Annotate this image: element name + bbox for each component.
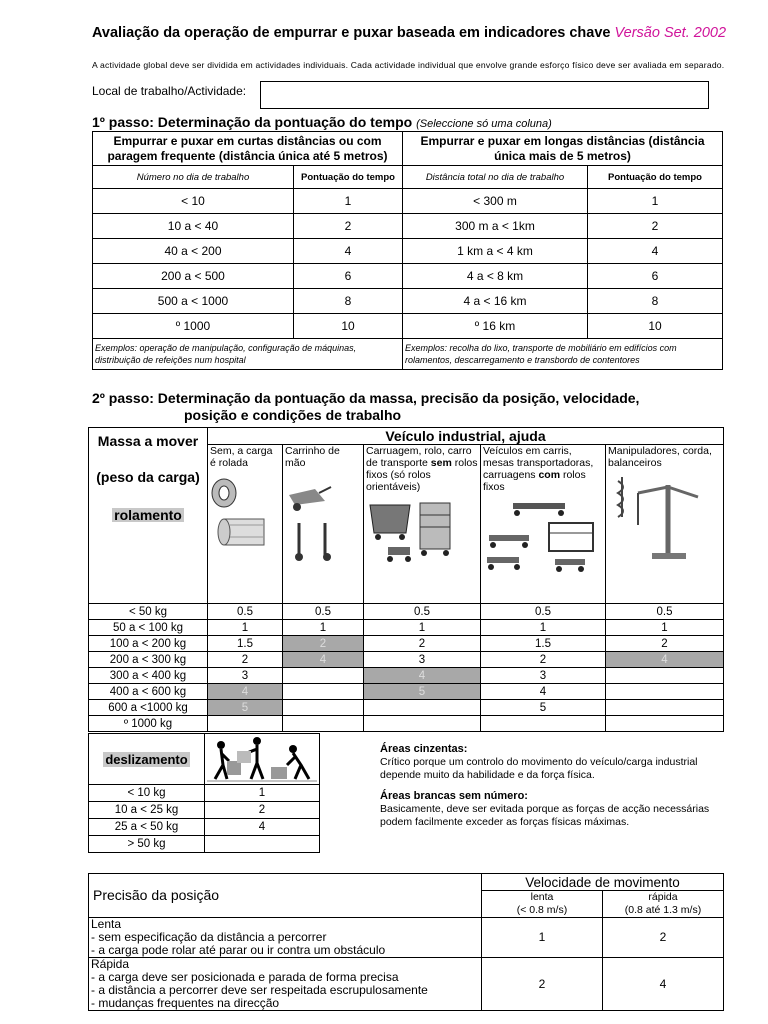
- mass-score-cell: 2: [208, 652, 283, 668]
- subheader-score-left: Pontuação do tempo: [294, 166, 403, 189]
- mass-score-cell: 0.5: [364, 604, 481, 620]
- time-score-cell: 200 a < 500: [93, 264, 294, 289]
- mass-range-label: 300 a < 400 kg: [89, 668, 208, 684]
- precision-row: [89, 958, 724, 1011]
- precision-line: - a carga pode rolar até parar ou ir contra um obstáculo: [91, 943, 386, 957]
- mass-score-cell: [283, 700, 364, 716]
- mass-row: [89, 652, 724, 668]
- mass-score-cell: 0.5: [283, 604, 364, 620]
- time-score-cell: 300 m a < 1km: [403, 214, 588, 239]
- white-areas-text: Basicamente, deve ser evitada porque as forças de acção necessárias podem facilmente exceder as forças físicas máximas.: [380, 803, 710, 828]
- precision-fast-score: 2: [603, 918, 724, 958]
- step1-subtitle: (Seleccione só uma coluna): [416, 118, 552, 130]
- time-score-cell: 500 a < 1000: [93, 289, 294, 314]
- precision-line: Lenta: [91, 917, 122, 931]
- mass-score-cell: 3: [364, 652, 481, 668]
- mass-score-cell: [606, 684, 724, 700]
- vehicle-header: Veículo industrial, ajuda: [208, 428, 724, 445]
- time-score-cell: 4 a < 8 km: [403, 264, 588, 289]
- sliding-row: [89, 802, 320, 819]
- time-score-row: [93, 239, 723, 264]
- mass-header: Massa a mover: [97, 433, 199, 449]
- mass-score-cell: 2: [606, 636, 724, 652]
- sliding-mass-label: > 50 kg: [89, 836, 205, 853]
- mass-row: [89, 716, 724, 732]
- gray-areas-text: Crítico porque um controlo do movimento do veículo/carga industrial depende muito da habilidade e da força física.: [380, 756, 698, 781]
- sliding-score-cell: 1: [205, 785, 320, 802]
- gray-areas-title: Áreas cinzentas:: [380, 743, 468, 755]
- mass-range-label: 400 a < 600 kg: [89, 684, 208, 700]
- mass-score-cell: [481, 716, 606, 732]
- examples-left: Exemplos: operação de manipulação, configuração de máquinas, distribuição de refeições num hospital: [93, 339, 403, 370]
- mass-range-label: 100 a < 200 kg: [89, 636, 208, 652]
- mass-score-cell: 1.5: [481, 636, 606, 652]
- speed-fast-header: rápida (0.8 até 1.3 m/s): [603, 891, 724, 918]
- notes: [380, 743, 710, 829]
- location-input[interactable]: [260, 81, 709, 109]
- mass-score-cell: 5: [481, 700, 606, 716]
- time-score-cell: 4 a < 16 km: [403, 289, 588, 314]
- mass-header-cell: [89, 428, 208, 604]
- time-score-cell: < 10: [93, 189, 294, 214]
- precision-header: Precisão da posição: [89, 874, 482, 918]
- mass-score-cell: 1.5: [208, 636, 283, 652]
- mass-score-cell: 3: [481, 668, 606, 684]
- mass-score-cell: 1: [481, 620, 606, 636]
- vehicle-label-rail: Veículos em carris, mesas transportadoras, carruagens com rolos fixos: [483, 445, 594, 493]
- time-score-cell: 6: [294, 264, 403, 289]
- sliding-mass-label: 25 a < 50 kg: [89, 819, 205, 836]
- precision-row: [89, 918, 724, 958]
- step2-title-line2: posição e condições de trabalho: [184, 407, 402, 423]
- time-score-table: [92, 131, 723, 370]
- subheader-count: Número no dia de trabalho: [93, 166, 294, 189]
- time-score-cell: 8: [294, 289, 403, 314]
- mass-row: [89, 620, 724, 636]
- mass-score-cell: [283, 684, 364, 700]
- mass-range-label: 200 a < 300 kg: [89, 652, 208, 668]
- sliding-row: [89, 785, 320, 802]
- time-score-cell: 2: [294, 214, 403, 239]
- precision-line: - a distância a percorrer deve ser respeitada escrupulosamente: [91, 983, 428, 997]
- mass-score-cell: 1: [208, 620, 283, 636]
- mass-score-cell: 5: [364, 684, 481, 700]
- time-score-row: [93, 314, 723, 339]
- title-text: Avaliação da operação de empurrar e puxar baseada em indicadores chave: [92, 25, 611, 41]
- mass-score-cell: 3: [208, 668, 283, 684]
- precision-rows: [89, 918, 724, 1011]
- mass-row: [89, 604, 724, 620]
- time-score-cell: º 16 km: [403, 314, 588, 339]
- mass-range-label: 50 a < 100 kg: [89, 620, 208, 636]
- mass-score-cell: 4: [364, 668, 481, 684]
- time-score-cell: 1: [294, 189, 403, 214]
- mass-score-cell: 4: [283, 652, 364, 668]
- time-score-cell: < 300 m: [403, 189, 588, 214]
- rolling-label: rolamento: [114, 507, 182, 523]
- precision-table: [88, 873, 724, 1011]
- trolley-icon: [366, 497, 478, 567]
- location-label: Local de trabalho/Actividade:: [92, 84, 247, 98]
- mass-score-cell: [606, 668, 724, 684]
- short-distance-header: Empurrar e puxar em curtas distâncias ou com paragem frequente (distância única até 5 metros): [93, 132, 403, 166]
- sliding-figure-cell: [205, 734, 320, 785]
- mass-row: [89, 700, 724, 716]
- time-score-cell: 6: [588, 264, 723, 289]
- precision-line: - mudanças frequentes na direcção: [91, 996, 280, 1010]
- sliding-row: [89, 836, 320, 853]
- step2-title: [92, 390, 639, 424]
- vehicle-col-manipulator: [606, 445, 724, 604]
- vehicle-label-manipulator: Manipuladores, corda, balanceiros: [608, 445, 712, 469]
- mass-row: [89, 668, 724, 684]
- sliding-row: [89, 819, 320, 836]
- mass-score-cell: 0.5: [606, 604, 724, 620]
- mass-score-cell: 2: [283, 636, 364, 652]
- mass-score-cell: [283, 716, 364, 732]
- mass-score-cell: [606, 716, 724, 732]
- examples-right: Exemplos: recolha do lixo, transporte de mobiliário em edifícios com rolamentos, descarregamento e transbordo de contentores: [403, 339, 723, 370]
- time-score-row: [93, 264, 723, 289]
- time-score-cell: 4: [588, 239, 723, 264]
- mass-score-cell: 0.5: [208, 604, 283, 620]
- time-score-cell: º 1000: [93, 314, 294, 339]
- mass-score-cell: 1: [364, 620, 481, 636]
- time-score-rows: [93, 189, 723, 339]
- sliding-label: deslizamento: [105, 751, 188, 767]
- mass-score-cell: 4: [481, 684, 606, 700]
- mass-score-table: [88, 427, 724, 732]
- version-text: Versão Set. 2002: [614, 25, 727, 41]
- mass-subheader: (peso da carga): [96, 469, 200, 485]
- mass-score-cell: 4: [208, 684, 283, 700]
- step1-title-text: 1º passo: Determinação da pontuação do tempo: [92, 114, 413, 130]
- time-score-row: [93, 214, 723, 239]
- hand-truck-icon: [285, 483, 361, 563]
- mass-score-cell: 1: [606, 620, 724, 636]
- step2-title-line1: 2º passo: Determinação da pontuação da massa, precisão da posição, velocidade,: [92, 390, 640, 406]
- time-score-cell: 8: [588, 289, 723, 314]
- time-score-cell: 40 a < 200: [93, 239, 294, 264]
- precision-description: [89, 918, 482, 958]
- vehicle-label-handcart: Carrinho de mão: [285, 445, 340, 469]
- precision-line: Rápida: [91, 957, 130, 971]
- precision-slow-score: 1: [482, 918, 603, 958]
- sliding-mass-label: < 10 kg: [89, 785, 205, 802]
- time-score-row: [93, 189, 723, 214]
- mass-score-cell: 5: [208, 700, 283, 716]
- white-areas-title: Áreas brancas sem número:: [380, 790, 528, 802]
- mass-score-cell: 4: [606, 652, 724, 668]
- page-title: [92, 24, 732, 42]
- vehicle-col-handcart: [283, 445, 364, 604]
- mass-rows: [89, 604, 724, 732]
- mass-score-cell: [283, 668, 364, 684]
- manipulator-icon: [608, 473, 721, 563]
- step1-title: [92, 114, 552, 130]
- sliding-table: [88, 733, 320, 853]
- vehicle-label-trolley: Carruagem, rolo, carro de transporte sem rolos fixos (só rolos orientáveis): [366, 445, 478, 493]
- time-score-cell: 10: [588, 314, 723, 339]
- time-score-cell: 1: [588, 189, 723, 214]
- mass-score-cell: [364, 716, 481, 732]
- time-score-cell: 4: [294, 239, 403, 264]
- mass-score-cell: 2: [364, 636, 481, 652]
- mass-score-cell: 2: [481, 652, 606, 668]
- precision-slow-score: 2: [482, 958, 603, 1011]
- sliding-rows: [89, 785, 320, 853]
- mass-row: [89, 684, 724, 700]
- sliding-score-cell: 4: [205, 819, 320, 836]
- sliding-score-cell: [205, 836, 320, 853]
- precision-line: - a carga deve ser posicionada e parada de forma precisa: [91, 970, 399, 984]
- subheader-score-right: Pontuação do tempo: [588, 166, 723, 189]
- mass-range-label: º 1000 kg: [89, 716, 208, 732]
- sliding-score-cell: 2: [205, 802, 320, 819]
- mass-score-cell: [364, 700, 481, 716]
- mass-score-cell: 0.5: [481, 604, 606, 620]
- time-score-cell: 2: [588, 214, 723, 239]
- sliding-workers-icon: [207, 735, 317, 783]
- vehicle-label-none: Sem, a carga é rolada: [210, 445, 273, 469]
- precision-line: - sem especificação da distância a percorrer: [91, 930, 327, 944]
- mass-range-label: < 50 kg: [89, 604, 208, 620]
- sliding-label-cell: [89, 734, 205, 785]
- intro-text: A actividade global deve ser dividida em actividades individuais. Cada actividade individual que envolve grande esforço físico deve ser avaliada em separado.: [92, 60, 725, 70]
- mass-score-cell: [208, 716, 283, 732]
- mass-range-label: 600 a <1000 kg: [89, 700, 208, 716]
- precision-description: [89, 958, 482, 1011]
- mass-score-cell: 1: [283, 620, 364, 636]
- vehicle-col-none: [208, 445, 283, 604]
- vehicle-col-trolley: [364, 445, 481, 604]
- time-score-cell: 10 a < 40: [93, 214, 294, 239]
- subheader-distance: Distância total no dia de trabalho: [403, 166, 588, 189]
- precision-fast-score: 4: [603, 958, 724, 1011]
- vehicle-col-rail: [481, 445, 606, 604]
- tape-roll-icon: [210, 477, 280, 547]
- time-score-cell: 1 km a < 4 km: [403, 239, 588, 264]
- time-score-row: [93, 289, 723, 314]
- rail-vehicle-icon: [483, 495, 603, 580]
- mass-score-cell: [606, 700, 724, 716]
- long-distance-header: Empurrar e puxar em longas distâncias (distância única mais de 5 metros): [403, 132, 723, 166]
- speed-slow-header: lenta (< 0.8 m/s): [482, 891, 603, 918]
- speed-header: Velocidade de movimento: [482, 874, 724, 891]
- sliding-mass-label: 10 a < 25 kg: [89, 802, 205, 819]
- time-score-cell: 10: [294, 314, 403, 339]
- mass-row: [89, 636, 724, 652]
